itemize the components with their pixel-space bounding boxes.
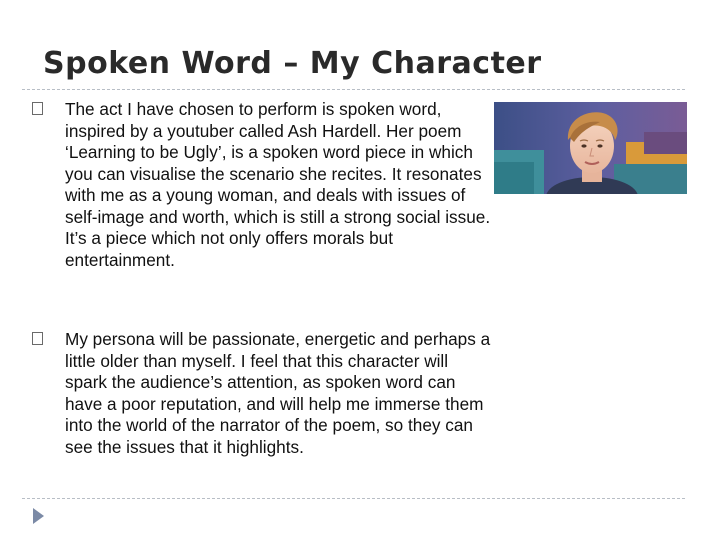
bullet-text: My persona will be passionate, energetic and perhaps a little older than myself. I feel that this character will spark the audience’s attention, as spoken word can have a poor reputation, and will help me immerse them into the world of the narrator of the poem, so they can see the issues that it highlights.	[65, 329, 491, 457]
bullet-item	[32, 99, 492, 271]
portrait-illustration	[494, 102, 687, 194]
bullet-item	[32, 329, 492, 458]
video-still-image	[494, 102, 687, 194]
slide-title: Spoken Word – My Character	[43, 46, 542, 81]
bullet-text: The act I have chosen to perform is spoken word, inspired by a youtuber called Ash Hardell. Her poem ‘Learning to be Ugly’, is a spoken word piece in which you can visualise the scenario she recites. It resonates with me as a young woman, and deals with issues of self-image and worth, which is still a strong social issue. It’s a piece which not only offers morals but entertainment.	[65, 99, 491, 270]
right-arrow-icon[interactable]	[33, 508, 44, 524]
footer-divider	[22, 498, 685, 499]
bullet-box-icon	[32, 102, 43, 115]
bullet-box-icon	[32, 332, 43, 345]
title-divider	[22, 89, 685, 90]
